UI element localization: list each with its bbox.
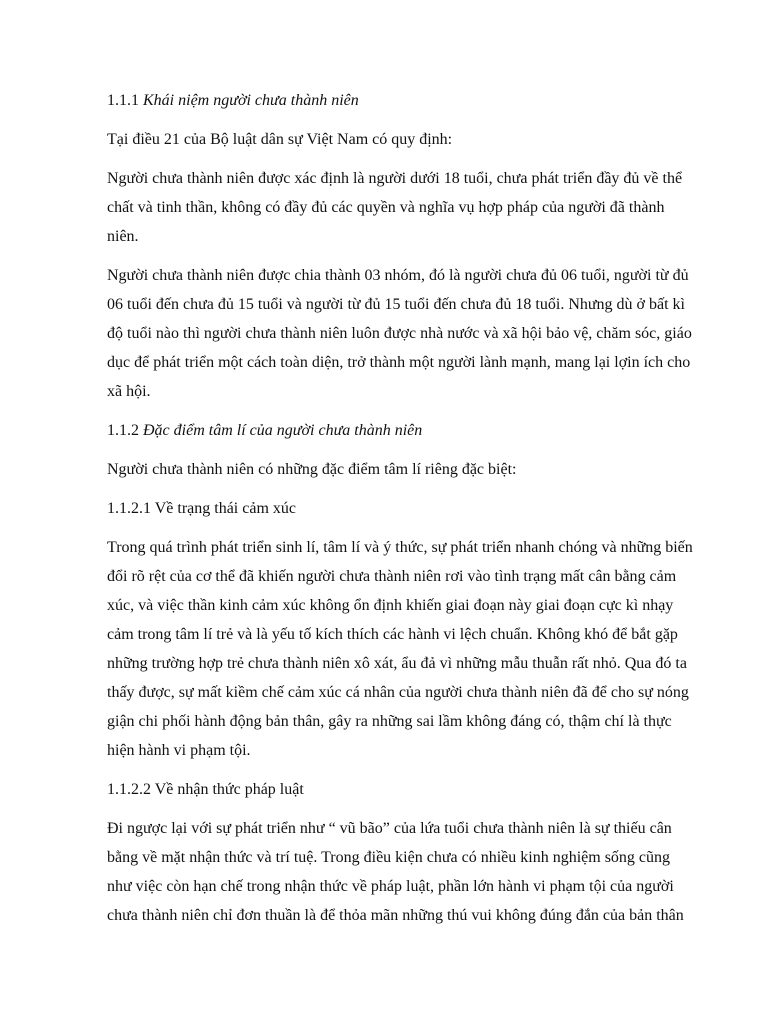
heading-title: Khái niệm người chưa thành niên xyxy=(143,92,359,109)
heading-1-1-2 xyxy=(107,416,697,445)
paragraph-definition: Người chưa thành niên được xác định là người dưới 18 tuổi, chưa phát triển đầy đủ về thể chất và tinh thần, không có đầy đủ các quyền và nghĩa vụ hợp pháp của người đã thành niên. xyxy=(107,170,683,245)
heading-1-1-2-1: 1.1.2.1 Về trạng thái cảm xúc xyxy=(107,500,296,517)
paragraph-intro: Tại điều 21 của Bộ luật dân sự Việt Nam có quy định: xyxy=(107,131,453,148)
heading-title: Đặc điểm tâm lí của người chưa thành niên xyxy=(143,422,423,439)
paragraph-legal-awareness: Đi ngược lại với sự phát triển như “ vũ bão” của lứa tuổi chưa thành niên là sự thiếu cân bằng về mặt nhận thức và trí tuệ. Trong điều kiện chưa có nhiều kinh nghiệm sống cũng như việc còn hạn chế trong nhận thức về pháp luật, phần lớn hành vi phạm tội của người chưa thành niên chỉ đơn thuần là để thỏa mãn những thú vui không đúng đắn của bản thân xyxy=(107,820,684,924)
paragraph-traits: Người chưa thành niên có những đặc điểm tâm lí riêng đặc biệt: xyxy=(107,461,517,478)
paragraph-emotion: Trong quá trình phát triển sinh lí, tâm lí và ý thức, sự phát triển nhanh chóng và những biến đổi rõ rệt của cơ thể đã khiến người chưa thành niên rơi vào tình trạng mất cân bằng cảm xúc, và việc thần kinh cảm xúc không ổn định khiến giai đoạn này giai đoạn cực kì nhạy cảm trong tâm lí trẻ và là yếu tố kích thích các hành vi lệch chuẩn. Không khó để bắt gặp những trường hợp trẻ chưa thành niên xô xát, ẩu đả vì những mẫu thuẫn rất nhỏ. Qua đó ta thấy được, sự mất kiềm chế cảm xúc cá nhân của người chưa thành niên đã để cho sự nóng giận chi phối hành động bản thân, gây ra những sai lầm không đáng có, thậm chí là thực hiện hành vi phạm tội. xyxy=(107,539,693,759)
document-page xyxy=(107,86,697,940)
heading-number: 1.1.1 xyxy=(107,92,143,109)
heading-1-1-1 xyxy=(107,86,697,115)
heading-number: 1.1.2 xyxy=(107,422,143,439)
paragraph-age-groups: Người chưa thành niên được chia thành 03 nhóm, đó là người chưa đủ 06 tuổi, người từ đủ 06 tuổi đến chưa đủ 15 tuổi và người từ đủ 15 tuổi đến chưa đủ 18 tuổi. Nhưng dù ở bất kì độ tuổi nào thì người chưa thành niên luôn được nhà nước và xã hội bảo vệ, chăm sóc, giáo dục để phát triển một cách toàn diện, trở thành một người lành mạnh, mang lại lợin ích cho xã hội. xyxy=(107,267,692,400)
heading-1-1-2-2: 1.1.2.2 Về nhận thức pháp luật xyxy=(107,781,304,798)
